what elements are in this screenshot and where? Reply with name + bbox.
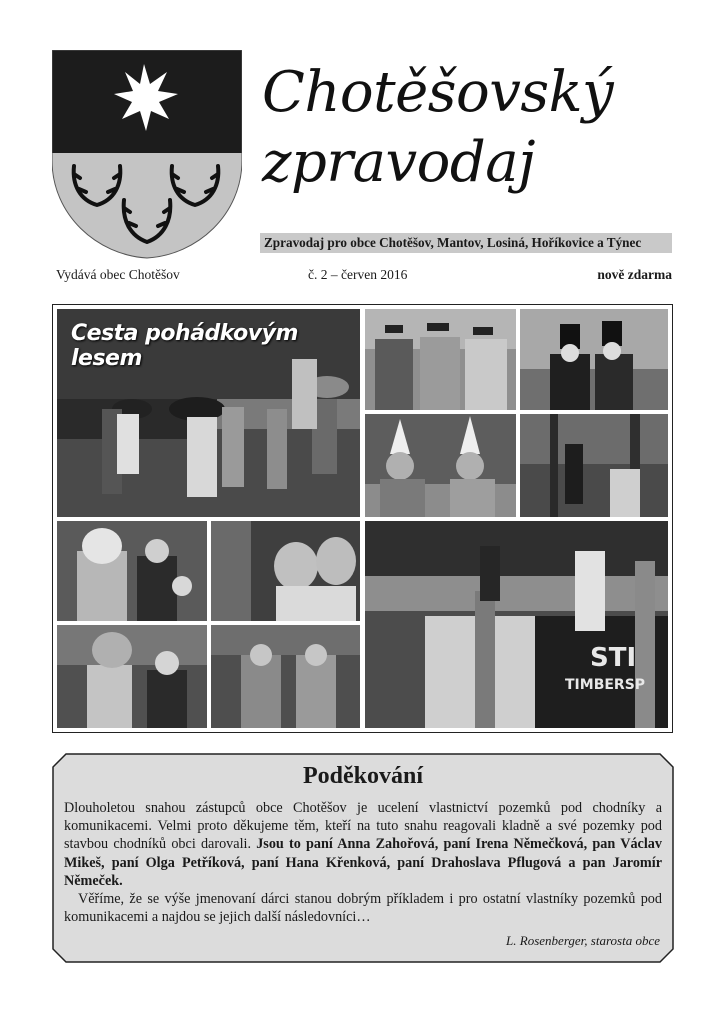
thanks-paragraph-1-text: Dlouholetou snahou zástupců obce Chotěšov je ucelení vlastnictví pozemků pod chodníky a komunikacemi. Velmi proto děkujeme těm, kteří na tuto snahu reagovali kladně a své pozemky pod stavbou chodníků obci darovali. <box>64 800 662 853</box>
thanks-body <box>64 799 662 926</box>
thanks-paragraph-2: Věříme, že se výše jmenovaní dárci stanou dobrým příkladem i pro ostatní vlastníky pozemků pod komunikacemi a najdou se jejich další následovníci… <box>64 891 662 926</box>
photo-fairytale-stage <box>57 309 360 517</box>
photo-animal-costume <box>57 521 207 621</box>
sign-sti: STI <box>590 643 637 673</box>
photo-caption: Cesta pohádkovým lesem <box>71 321 298 371</box>
coat-of-arms-icon <box>52 50 242 260</box>
photo-collage <box>52 304 673 733</box>
thanks-paragraph-1 <box>64 799 662 890</box>
issue-number: č. 2 – červen 2016 <box>308 267 408 282</box>
photo-timbersports <box>365 521 668 728</box>
photo-men-in-hats <box>365 309 516 410</box>
title-line-1: Chotěšovský <box>262 60 614 125</box>
newsletter-subtitle: Zpravodaj pro obce Chotěšov, Mantov, Losiná, Hoříkovice a Týnec <box>260 233 672 253</box>
newsletter-title <box>262 58 702 198</box>
photo-paper-hats <box>365 414 516 517</box>
photo-top-hats <box>520 309 668 410</box>
sign-timbersports: TIMBERSP <box>565 677 646 693</box>
donor-names: Jsou to paní Anna Zahořová, paní Irena Němečková, pan Václav Mikeš, paní Olga Petříková, paní Hana Křenková, paní Drahoslava Pflugová a pan Jaromír Němeček. <box>64 836 662 889</box>
photo-smiling-women <box>211 521 360 621</box>
publisher-text: Vydává obec Chotěšov <box>56 267 180 282</box>
signature: L. Rosenberger, starosta obce <box>506 933 660 948</box>
thanks-heading: Poděkování <box>302 763 424 789</box>
photo-leopard-costumes <box>211 625 360 728</box>
title-line-2: zpravodaj <box>262 130 535 195</box>
photo-cat-costume <box>57 625 207 728</box>
thanks-box <box>52 753 674 963</box>
photo-forest-path <box>520 414 668 517</box>
price-note: nově zdarma <box>597 267 672 282</box>
